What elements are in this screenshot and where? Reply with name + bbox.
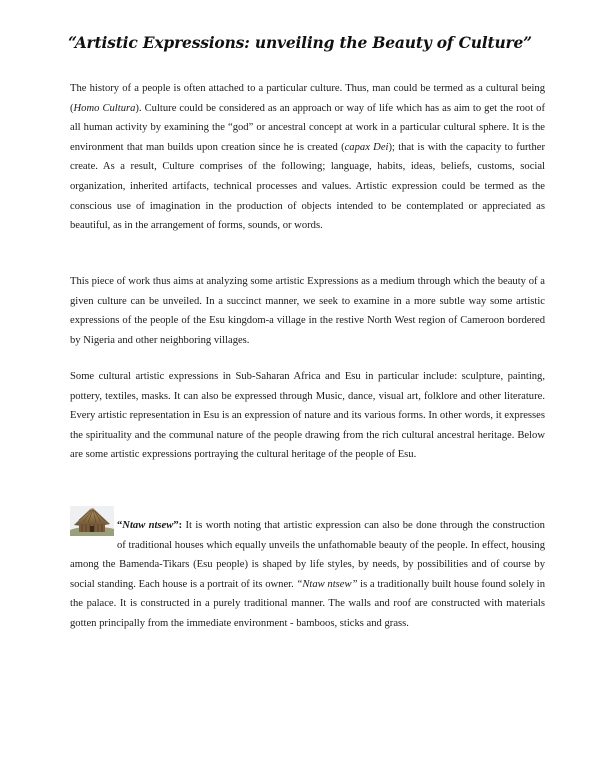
p4-close-quote: ”: — [173, 520, 183, 531]
document-title: “Artistic Expressions: unveiling the Beauty of Culture” — [68, 33, 532, 52]
p4-open-quote: “ — [117, 520, 123, 531]
p1-text-1: The history of a people is often attached to a particular culture. Thus, man could be termed as a cultural being ( — [70, 83, 545, 114]
paragraph-ntaw-ntsew — [70, 516, 545, 634]
p4-text-1: It is worth noting that artistic expression can also be done through the construction of traditional houses which equally unveils the unfathomable beauty of the people. In effect, housing among the Bamenda-Tikars (Esu people) is shaped by life styles, by needs, by possibilities and of course by social standing. Each house is a portrait of its owner. — [70, 520, 545, 590]
p1-term-capax-dei: capax Dei — [344, 141, 389, 153]
p4-term-ntaw-ntsew: Ntaw ntsew — [122, 520, 174, 531]
paragraph-expressions: Some cultural artistic expressions in Sub-Saharan Africa and Esu in particular include: sculpture, painting, pottery, textiles, masks. It can also be expressed through Music, dance, visual art, folklore and other literature. Every artistic representation in Esu is an expression of nature and its various forms. In other words, it expresses the spirituality and the communal nature of the people drawing from the rich cultural ancestral heritage. Below are some artistic expressions portraying the cultural heritage of the people of Esu. — [70, 371, 545, 461]
paragraph-culture-definition — [70, 79, 545, 236]
p4-text-2: is a traditionally built house found solely in the palace. It is constructed in a purely traditional manner. The walls and roof are constructed with materials gotten principally from the immediate environment - bamboos, sticks and grass. — [70, 578, 546, 629]
p1-text-3: ); that is with the capacity to further create. As a result, Culture comprises of the following; language, habits, ideas, beliefs, customs, social organization, inherited artifacts, technical processes and values. Artistic expression could be termed as the conscious use of imagination in the production of objects intended to be contemplated or appreciated as beautiful, as in the arrangement of forms, sounds, or words. — [70, 141, 545, 232]
p1-term-homo-cultura: Homo Cultura — [73, 102, 136, 114]
paragraph-aim: This piece of work thus aims at analyzing some artistic Expressions as a medium through which the beauty of a given culture can be unveiled. In a succinct manner, we seek to examine in a more subtle way some artistic expressions of the people of the Esu kingdom-a village in the restive North West region of Cameroon bordered by Nigeria and other neighboring villages. — [70, 276, 545, 346]
thatched-hut-icon — [70, 506, 114, 536]
p1-text-2: ). Culture could be considered as an approach or way of life which has as aim to get the root of all human activity by examining the “god” or ancestral concept at work in a particular cultural sphere. It is the environment that man builds upon creation since he is created ( — [70, 102, 546, 153]
p4-term-inline: “Ntaw ntsew” — [296, 578, 358, 590]
